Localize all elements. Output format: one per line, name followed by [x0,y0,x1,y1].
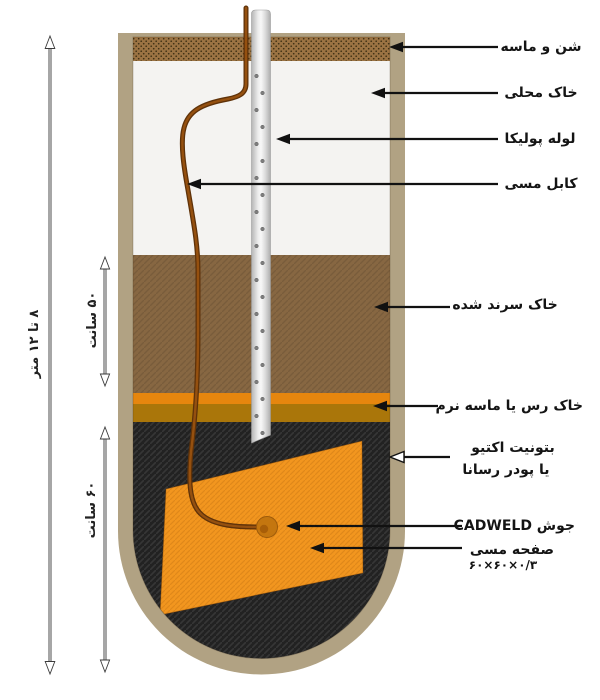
dim-60-head-top [100,427,109,439]
dim-50-shaft [104,268,106,375]
dim-60-head-bottom [100,660,109,672]
label-polika-pipe: لوله پولیکا [504,131,576,147]
label-copper-cable: کابل مسی [504,176,578,192]
label-clay-soft-sand: خاک رس یا ماسه نرم [435,398,583,414]
dim-50-head-bottom [100,374,109,386]
label-bentonite-line1: بتونیت اکتیو [471,440,555,456]
dim-depth-head-top [45,36,55,49]
dim-50-head-top [100,257,109,269]
pipe-perforations [254,68,269,440]
label-local-soil: خاک محلی [504,85,578,101]
label-sieved-soil: خاک سرند شده [452,297,558,313]
dim-60-shaft [104,438,106,661]
dim-depth-head-bottom [45,662,55,675]
label-cadweld: جوش CADWELD [453,518,575,534]
dim-label-total-depth: ۸ تا ۱۲ متر [27,309,42,379]
label-copper-plate: صفحه مسی [469,542,555,558]
label-bentonite-line2: یا پودر رسانا [462,462,550,478]
label-plate-size: ۶۰×۶۰×۰/۳ [468,558,538,572]
label-sand-gravel: شن و ماسه [500,39,582,55]
dim-depth-shaft [49,47,51,663]
dim-label-50cm: ۵۰ سانت [85,291,100,349]
dim-label-60cm: ۶۰ سانت [84,481,99,539]
cadweld-joint-center [260,525,268,533]
